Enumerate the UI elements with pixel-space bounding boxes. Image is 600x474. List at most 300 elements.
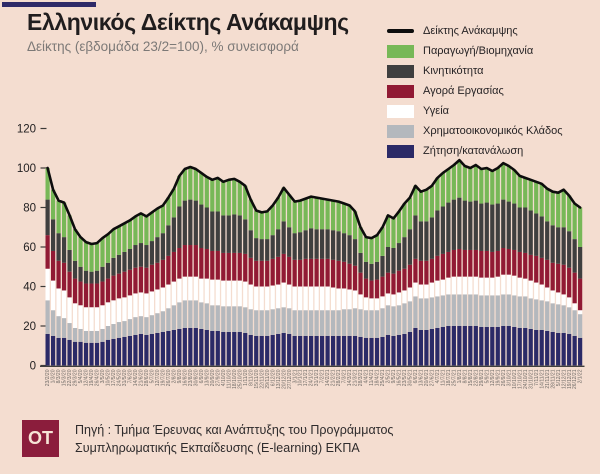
x-tick-label: 31/10/21 xyxy=(528,369,535,389)
bar-segment xyxy=(545,301,549,331)
bar-segment xyxy=(336,231,340,261)
bar-segment xyxy=(540,285,544,301)
bar-segment xyxy=(452,165,456,200)
bar-segment xyxy=(391,306,395,336)
bar-segment xyxy=(287,227,291,257)
x-tick-label: 12/4/20 xyxy=(83,369,90,387)
bar-segment xyxy=(260,239,264,261)
bar-segment xyxy=(111,339,115,366)
bar-segment xyxy=(56,233,60,261)
bar-segment xyxy=(430,283,434,298)
bar-segment xyxy=(331,310,335,336)
x-tick-label: 26/4/20 xyxy=(94,369,101,387)
x-tick-label: 29/8/21 xyxy=(478,369,485,387)
y-tick-label: 40 xyxy=(23,281,36,294)
bar-segment xyxy=(84,271,88,284)
bar-segment xyxy=(128,295,132,319)
bar-segment xyxy=(133,335,137,366)
bar-segment xyxy=(46,200,50,236)
bar-segment xyxy=(364,297,368,310)
bar-segment xyxy=(518,176,522,208)
bar-segment xyxy=(100,238,104,267)
bar-segment xyxy=(133,245,137,268)
bar-segment xyxy=(375,338,379,366)
bar-segment xyxy=(111,276,115,301)
bar-segment xyxy=(199,302,203,329)
bar-segment xyxy=(402,334,406,366)
demand-swatch-icon xyxy=(387,145,414,158)
bar-segment xyxy=(265,261,269,287)
chart-subtitle: Δείκτης (εβδομάδα 23/2=100), % συνεισφορά xyxy=(27,39,299,54)
y-axis xyxy=(17,124,47,373)
x-tick-label: 8/3/20 xyxy=(56,369,63,384)
bar-segment xyxy=(364,279,368,298)
bar-segment xyxy=(413,283,417,297)
x-tick-label: 30/5/21 xyxy=(407,369,414,387)
bar-segment xyxy=(556,304,560,333)
bar-segment xyxy=(435,328,439,366)
bar-segment xyxy=(468,250,472,277)
x-tick-label: 27/9/20 xyxy=(215,369,222,387)
x-tick-label: 8/8/21 xyxy=(462,369,469,384)
bar-segment xyxy=(435,281,439,297)
bar-segment xyxy=(282,333,286,366)
bar-segment xyxy=(89,272,93,284)
bar-segment xyxy=(540,330,544,366)
bar-segment xyxy=(452,277,456,295)
bar-segment xyxy=(172,217,176,252)
bar-segment xyxy=(62,338,66,366)
bar-segment xyxy=(556,264,560,293)
bar-segment xyxy=(227,253,231,281)
x-tick-label: 6/12/20 xyxy=(270,369,277,387)
bar-segment xyxy=(556,333,560,366)
bar-segment xyxy=(556,292,560,304)
x-tick-label: 25/10/20 xyxy=(237,369,244,389)
legend-item-demand xyxy=(387,141,563,161)
bar-segment xyxy=(95,271,99,284)
bar-segment xyxy=(210,180,214,212)
bar-segment xyxy=(424,221,428,261)
bar-segment xyxy=(347,336,351,366)
bar-segment xyxy=(150,291,154,315)
bar-segment xyxy=(529,180,533,211)
bar-segment xyxy=(496,168,500,204)
bar-segment xyxy=(293,260,297,287)
bar-segment xyxy=(562,305,566,333)
bar-segment xyxy=(161,332,165,366)
bar-segment xyxy=(567,231,571,268)
bar-segment xyxy=(408,265,412,288)
bar-segment xyxy=(413,296,417,328)
bar-segment xyxy=(67,250,71,272)
bar-segment xyxy=(276,257,280,285)
bar-segment xyxy=(386,293,390,305)
bar-segment xyxy=(578,208,582,248)
bar-segment xyxy=(479,251,483,278)
x-tick-label: 26/9/21 xyxy=(500,369,507,387)
bar-segment xyxy=(518,278,522,297)
x-tick-label: 18/10/20 xyxy=(231,369,238,389)
bar-segment xyxy=(534,256,538,283)
bar-segment xyxy=(238,332,242,366)
bar-segment xyxy=(529,281,533,299)
x-tick-label: 5/7/20 xyxy=(149,369,156,384)
bar-segment xyxy=(128,319,132,336)
x-tick-label: 17/10/21 xyxy=(517,369,524,389)
bar-segment xyxy=(540,300,544,330)
bar-segment xyxy=(166,256,170,285)
bar-segment xyxy=(375,262,379,280)
bar-segment xyxy=(496,204,500,251)
bar-segment xyxy=(507,249,511,275)
bar-segment xyxy=(375,298,379,310)
bar-segment xyxy=(150,241,154,265)
bar-segment xyxy=(479,327,483,366)
x-tick-label: 31/5/20 xyxy=(122,369,129,387)
bar-segment xyxy=(216,280,220,306)
bar-segment xyxy=(78,342,82,366)
bar-segment xyxy=(84,343,88,366)
bar-segment xyxy=(457,294,461,326)
bar-segment xyxy=(375,280,379,299)
bar-segment xyxy=(457,198,461,249)
bar-segment xyxy=(490,171,494,205)
bar-segment xyxy=(183,300,187,328)
bar-segment xyxy=(199,279,203,303)
x-tick-label: 14/6/20 xyxy=(133,369,140,387)
x-tick-label: 27/6/21 xyxy=(429,369,436,387)
x-tick-label: 24/10/21 xyxy=(522,369,529,389)
bar-segment xyxy=(358,309,362,337)
x-tick-label: 13/9/20 xyxy=(204,369,211,387)
bar-segment xyxy=(304,336,308,366)
x-tick-label: 18/4/21 xyxy=(374,369,381,387)
bar-segment xyxy=(413,328,417,366)
bar-segment xyxy=(117,322,121,338)
bar-segment xyxy=(501,275,505,295)
y-tick-label: 60 xyxy=(23,242,36,254)
x-tick-label: 8/11/20 xyxy=(248,369,255,386)
bar-segment xyxy=(265,287,269,311)
bar-segment xyxy=(369,238,373,264)
bar-segment xyxy=(353,239,357,266)
bar-segment xyxy=(254,336,258,366)
bar-segment xyxy=(309,287,313,311)
bar-segment xyxy=(551,192,555,226)
bar-segment xyxy=(205,208,209,249)
bar-segment xyxy=(578,310,582,314)
bar-segment xyxy=(100,329,104,342)
bar-segment xyxy=(117,338,121,366)
bar-segment xyxy=(562,294,566,305)
bar-segment xyxy=(188,277,192,301)
bar-segment xyxy=(293,233,297,260)
bar-segment xyxy=(133,216,137,245)
bar-segment xyxy=(463,250,467,277)
bar-segment xyxy=(243,307,247,333)
bar-segment xyxy=(573,336,577,366)
bar-segment xyxy=(271,286,275,310)
bar-segment xyxy=(534,213,538,255)
bar-segment xyxy=(150,315,154,334)
bar-segment xyxy=(298,232,302,260)
bar-segment xyxy=(144,317,148,335)
bar-segment xyxy=(144,216,148,245)
bar-segment xyxy=(155,289,159,313)
bar-segment xyxy=(139,316,143,334)
bar-segment xyxy=(205,177,209,208)
bar-segment xyxy=(435,256,439,281)
bar-segment xyxy=(578,247,582,279)
bar-segment xyxy=(298,310,302,336)
x-tick-label: 10/5/20 xyxy=(105,369,112,387)
bar-segment xyxy=(562,265,566,295)
bar-segment xyxy=(210,280,214,306)
bar-segment xyxy=(479,278,483,296)
bar-segment xyxy=(117,298,121,322)
bar-segment xyxy=(386,247,390,273)
bar-segment xyxy=(325,287,329,311)
bar-segment xyxy=(435,296,439,328)
x-tick-label: 13/6/21 xyxy=(418,369,425,387)
x-tick-label: 21/3/21 xyxy=(352,369,359,387)
bar-segment xyxy=(529,329,533,366)
bar-segment xyxy=(386,305,390,335)
bar-segment xyxy=(232,281,236,307)
bar-segment xyxy=(424,330,428,366)
bar-segment xyxy=(78,329,82,342)
bar-segment xyxy=(106,340,110,366)
bar-segment xyxy=(249,309,253,335)
legend-item-mobility xyxy=(387,61,563,81)
bar-segment xyxy=(331,287,335,310)
bar-segment xyxy=(441,295,445,327)
bar-segment xyxy=(380,308,384,337)
bar-segment xyxy=(106,302,110,326)
bar-segment xyxy=(227,332,231,366)
x-tick-label: 21/2/21 xyxy=(330,369,337,387)
bar-segment xyxy=(166,225,170,256)
bar-segment xyxy=(172,330,176,366)
bar-segment xyxy=(243,219,247,254)
bar-segment xyxy=(199,173,203,205)
bar-segment xyxy=(397,211,401,243)
x-tick-label: 26/7/20 xyxy=(165,369,172,387)
bar-segment xyxy=(347,206,351,236)
bar-segment xyxy=(51,281,55,311)
bar-segment xyxy=(419,330,423,366)
bar-segment xyxy=(177,329,181,366)
bar-segment xyxy=(452,250,456,277)
x-tick-label: 29/11/20 xyxy=(264,369,271,389)
bar-segment xyxy=(529,298,533,329)
bar-segment xyxy=(463,201,467,250)
x-tick-label: 11/10/20 xyxy=(226,369,233,389)
bar-segment xyxy=(380,277,384,297)
bar-segment xyxy=(304,310,308,336)
bar-segment xyxy=(227,281,231,307)
x-tick-label: 29/3/20 xyxy=(72,369,79,387)
bar-segment xyxy=(518,208,522,252)
bar-segment xyxy=(304,199,308,231)
legend-label: Κινητικότητα xyxy=(423,65,484,77)
bar-segment xyxy=(155,333,159,366)
bar-segment xyxy=(155,263,159,290)
bar-segment xyxy=(111,300,115,324)
bar-segment xyxy=(84,284,88,308)
bar-segment xyxy=(320,259,324,287)
x-tick-label: 19/4/20 xyxy=(89,369,96,387)
bar-segment xyxy=(117,255,121,274)
bar-segment xyxy=(309,228,313,259)
bar-segment xyxy=(441,207,445,254)
bar-segment xyxy=(358,337,362,366)
bar-segment xyxy=(117,274,121,299)
x-tick-label: 6/9/20 xyxy=(198,369,205,384)
bar-segment xyxy=(183,201,187,245)
x-tick-label: 22/11/20 xyxy=(259,369,266,389)
bar-segment xyxy=(523,253,527,279)
bar-segment xyxy=(446,326,450,366)
bar-segment xyxy=(216,178,220,212)
bar-segment xyxy=(402,290,406,303)
bar-segment xyxy=(298,336,302,366)
bar-segment xyxy=(161,260,165,288)
x-tick-label: 3/1/21 xyxy=(292,369,299,384)
bar-segment xyxy=(243,333,247,366)
bar-segment xyxy=(342,262,346,289)
bar-segment xyxy=(309,336,313,366)
bar-segment xyxy=(419,298,423,330)
x-tick-label: 5/12/21 xyxy=(555,369,562,387)
bar-segment xyxy=(210,305,214,331)
x-tick-label: 21/11/21 xyxy=(544,369,551,389)
bar-segment xyxy=(441,280,445,296)
bar-segment xyxy=(468,294,472,326)
bar-segment xyxy=(221,253,225,281)
bar-segment xyxy=(133,293,137,317)
bar-segment xyxy=(490,205,494,252)
bar-segment xyxy=(304,259,308,287)
bar-segment xyxy=(402,269,406,291)
bar-segment xyxy=(315,259,319,287)
bar-segment xyxy=(298,287,302,311)
bar-segment xyxy=(512,250,516,276)
bar-segment xyxy=(369,338,373,366)
bar-segment xyxy=(260,310,264,336)
bar-segment xyxy=(315,336,319,366)
bar-segment xyxy=(166,285,170,309)
bar-segment xyxy=(446,252,450,278)
bar-segment xyxy=(238,182,242,216)
bar-segment xyxy=(452,294,456,326)
bar-segment xyxy=(89,284,93,308)
x-tick-label: 17/1/21 xyxy=(303,369,310,387)
x-tick-label: 15/11/20 xyxy=(253,369,260,389)
x-tick-label: 28/11/21 xyxy=(550,369,557,389)
bar-segment xyxy=(474,250,478,277)
bar-segment xyxy=(128,220,132,249)
bar-segment xyxy=(298,201,302,233)
bar-segment xyxy=(238,253,242,281)
x-tick-label: 5/9/21 xyxy=(484,369,491,384)
bar-segment xyxy=(51,336,55,366)
mobility-swatch-icon xyxy=(387,65,414,78)
bar-segment xyxy=(369,281,373,299)
bar-segment xyxy=(320,310,324,336)
bar-segment xyxy=(73,261,77,279)
bar-segment xyxy=(556,193,560,228)
x-tick-label: 27/12/20 xyxy=(286,369,293,389)
bar-segment xyxy=(51,310,55,336)
x-tick-label: 16/8/20 xyxy=(182,369,189,387)
bar-segment xyxy=(534,330,538,366)
bar-segment xyxy=(485,203,489,251)
x-tick-label: 24/1/21 xyxy=(308,369,315,387)
bar-segment xyxy=(260,287,264,311)
bar-segment xyxy=(144,293,148,317)
bar-segment xyxy=(567,268,571,298)
bar-segment xyxy=(309,197,313,229)
bar-segment xyxy=(62,263,66,291)
bar-segment xyxy=(232,306,236,332)
ot-logo: OT xyxy=(22,420,59,457)
bar-segment xyxy=(183,169,187,201)
legend-label: Αγορά Εργασίας xyxy=(423,85,504,97)
bar-segment xyxy=(210,251,214,280)
bar-segment xyxy=(150,265,154,292)
bar-segment xyxy=(304,287,308,311)
bar-segment xyxy=(89,244,93,272)
bar-segment xyxy=(468,168,472,202)
source-line-1: Πηγή : Τμήμα Έρευνας και Ανάπτυξης του Προγράμματος xyxy=(75,423,394,437)
bar-segment xyxy=(111,258,115,276)
bar-segment xyxy=(430,329,434,366)
bar-segment xyxy=(534,283,538,300)
bar-segment xyxy=(540,216,544,257)
bar-segment xyxy=(216,251,220,280)
bar-segment xyxy=(106,326,110,340)
bar-segment xyxy=(320,287,324,311)
bar-segment xyxy=(56,261,60,289)
bar-segment xyxy=(188,167,192,200)
bar-segment xyxy=(523,328,527,366)
bar-segment xyxy=(276,334,280,366)
x-tick-label: 12/7/20 xyxy=(155,369,161,387)
bar-segment xyxy=(117,226,121,255)
bar-segment xyxy=(364,338,368,366)
bar-segment xyxy=(254,287,258,311)
bar-segment xyxy=(529,255,533,281)
bar-segment xyxy=(221,306,225,332)
bar-segment xyxy=(408,229,412,265)
bar-segment xyxy=(551,225,555,263)
bar-segment xyxy=(172,252,176,282)
y-tick-label: 0 xyxy=(29,360,36,373)
x-tick-label: 31/1/21 xyxy=(314,369,321,387)
bar-segment xyxy=(397,292,401,305)
bar-segment xyxy=(139,243,143,267)
x-tick-label: 12/9/21 xyxy=(489,369,496,387)
bar-segment xyxy=(375,235,379,262)
x-tick-label: 1/8/21 xyxy=(456,369,463,384)
bar-segment xyxy=(380,256,384,277)
bar-segment xyxy=(122,252,126,272)
bar-segment xyxy=(545,287,549,301)
bar-segment xyxy=(375,310,379,338)
legend-label: Παραγωγή/Βιομηχανία xyxy=(423,45,534,57)
